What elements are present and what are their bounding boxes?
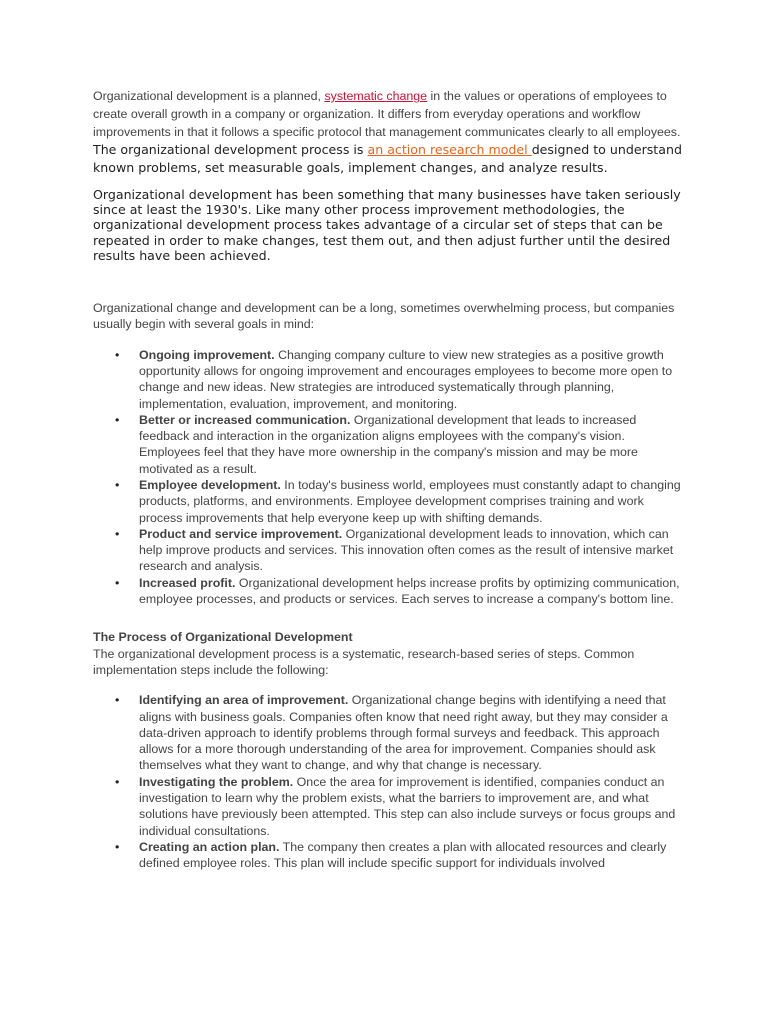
intro-verdana-text: The organizational development process is bbox=[93, 142, 368, 157]
goal-text: Changing company culture to view new strategies as a positive growth opportunity allows for ongoing improvement and encourages employees to become more open to change and new ideas. New strategies are introduced systematically through planning, implementation, evaluation, improvement, and monitoring. bbox=[139, 347, 673, 411]
steps-list bbox=[93, 692, 683, 871]
goal-title: Better or increased communication. bbox=[139, 412, 351, 427]
step-title: Creating an action plan. bbox=[139, 839, 280, 854]
goal-title: Employee development. bbox=[139, 477, 281, 492]
goal-text: Organizational development helps increase profits by optimizing communication, employee processes, and products or services. Each serves to increase a company's bottom line. bbox=[139, 575, 680, 607]
list-item bbox=[93, 839, 683, 872]
list-item bbox=[93, 412, 683, 477]
process-heading: The Process of Organizational Development bbox=[93, 630, 353, 645]
intro-paragraph bbox=[93, 87, 683, 177]
step-text: Once the area for improvement is identified, companies conduct an investigation to learn why the problem exists, what the barriers to improvement are, and what solutions have previously been attempted. This step can also include surveys or focus groups and individual consultations. bbox=[139, 774, 676, 838]
goals-intro: Organizational change and development can be a long, sometimes overwhelming process, but companies usually begin with several goals in mind: bbox=[93, 301, 675, 332]
intro-verdana-end: designed to understand known problems, set measurable goals, implement changes, and analyze results. bbox=[93, 142, 682, 175]
step-text: The company then creates a plan with allocated resources and clearly defined employee roles. This plan will include specific support for individuals involved bbox=[139, 839, 667, 871]
step-title: Identifying an area of improvement. bbox=[139, 693, 349, 708]
intro-text-middle: in the values or operations of employees to create overall growth in a company or organization. It differs from everyday operations and workflow improvements in that it follows a specific protocol that management communicates clearly to all employees. bbox=[93, 89, 681, 139]
document-body bbox=[93, 87, 683, 872]
goal-title: Product and service improvement. bbox=[139, 526, 343, 541]
goal-title: Ongoing improvement. bbox=[139, 347, 275, 362]
history-paragraph: Organizational development has been something that many businesses have taken seriously since at least the 1930's. Like many other process improvement methodologies, the organizational development process takes advantage of a circular set of steps that can be repeated in order to make changes, test them out, and then adjust further until the desired results have been achieved. bbox=[93, 187, 681, 263]
list-item bbox=[93, 477, 683, 526]
list-item bbox=[93, 347, 683, 412]
step-text: Organizational change begins with identifying a need that aligns with business goals. Companies often know that need right away, but they may consider a data-driven approach to identify problems through formal surveys and feedback. This approach allows for a more thorough understanding of the area for improvement. Companies should ask themselves what they want to change, and why that change is necessary. bbox=[139, 693, 668, 773]
goal-text: In today's business world, employees must constantly adapt to changing products, platforms, and environments. Employee development comprises training and work process improvements that help everyone keep up with shifting demands. bbox=[139, 477, 681, 525]
systematic-change-link[interactable]: systematic change bbox=[324, 89, 428, 103]
list-item bbox=[93, 526, 683, 575]
list-item bbox=[93, 692, 683, 773]
goals-list bbox=[93, 347, 683, 608]
action-research-model-link[interactable]: an action research model bbox=[367, 142, 532, 157]
goal-text: Organizational development leads to innovation, which can help improve products and services. This innovation often comes as the result of intensive market research and analysis. bbox=[139, 526, 674, 574]
goal-title: Increased profit. bbox=[139, 575, 236, 590]
list-item bbox=[93, 575, 683, 608]
intro-text-start: Organizational development is a planned, bbox=[93, 89, 325, 103]
list-item bbox=[93, 774, 683, 839]
goal-text: Organizational development that leads to increased feedback and interaction in the organization aligns employees with the company's vision. Employees feel that they have more ownership in the company's mission and may be more motivated as a result. bbox=[139, 412, 638, 476]
step-title: Investigating the problem. bbox=[139, 774, 294, 789]
process-intro: The organizational development process is a systematic, research-based series of steps. Common implementation steps include the following: bbox=[93, 646, 635, 677]
